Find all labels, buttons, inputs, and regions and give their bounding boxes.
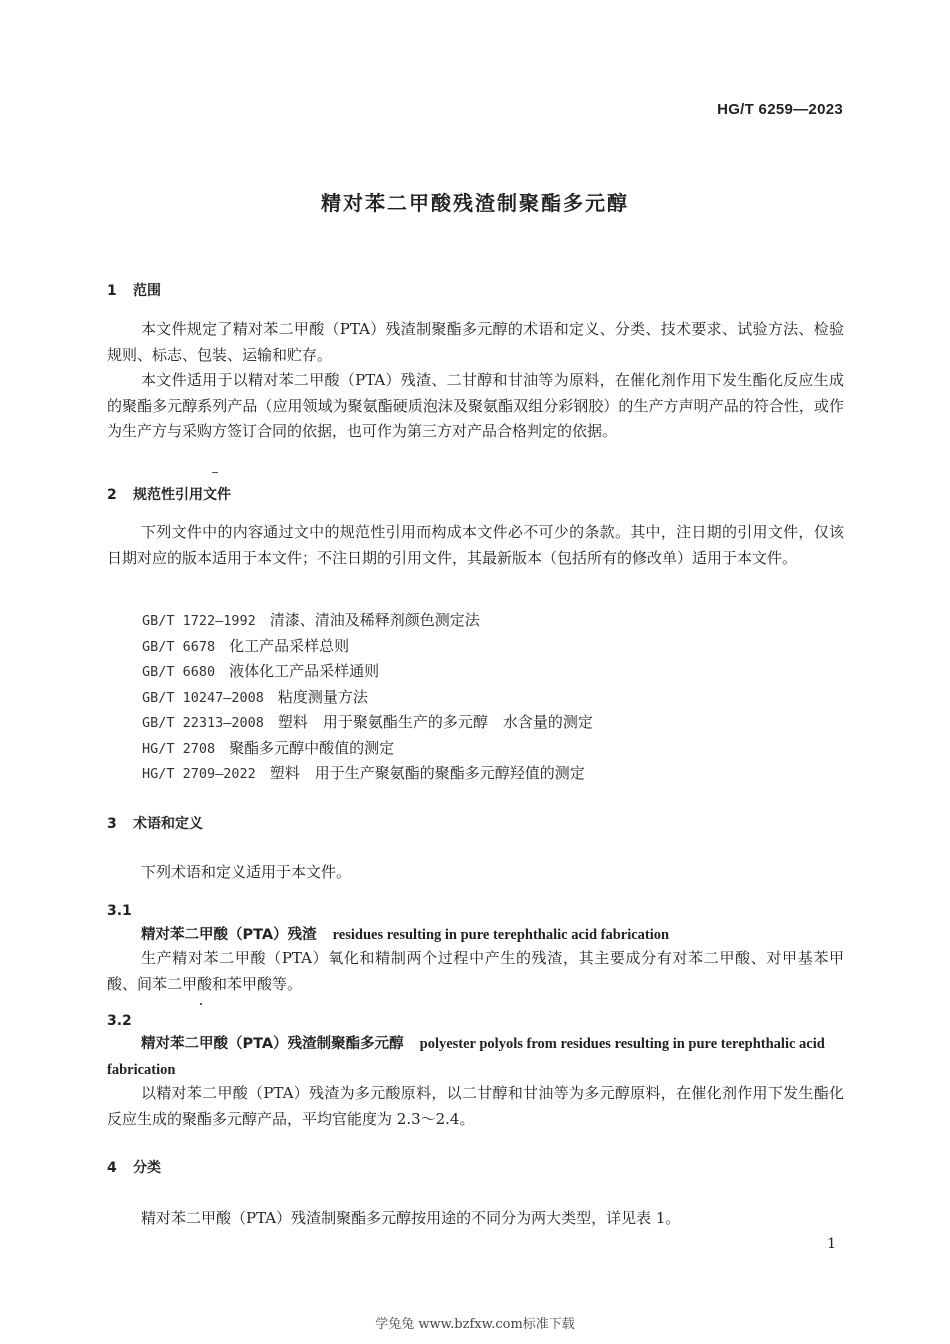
reference-code: GB/T 1722—1992 xyxy=(142,613,256,629)
reference-title: 塑料 用于生产聚氨酯的聚酯多元醇羟值的测定 xyxy=(269,764,585,782)
term-heading xyxy=(107,1031,844,1083)
reference-code: HG/T 2709—2022 xyxy=(142,766,256,782)
section-title: 规范性引用文件 xyxy=(133,487,231,503)
reference-title: 液体化工产品采样通则 xyxy=(229,662,380,680)
section-number: 3 xyxy=(107,816,117,832)
section-title: 术语和定义 xyxy=(133,816,203,832)
reference-title: 清漆、清油及稀释剂颜色测定法 xyxy=(269,611,480,629)
reference-title: 粘度测量方法 xyxy=(277,688,368,706)
reference-title: 化工产品采样总则 xyxy=(229,637,350,655)
term-definition: 生产精对苯二甲酸（PTA）氧化和精制两个过程中产生的残渣，其主要成分有对苯二甲酸、对甲基苯甲酸、间苯二甲酸和苯甲酸等。 xyxy=(107,949,844,993)
standard-code: HG/T 6259—2023 xyxy=(717,101,843,118)
reference-code: GB/T 6680 xyxy=(142,664,216,680)
section-3-intro: 下列术语和定义适用于本文件。 xyxy=(141,863,352,881)
section-title: 范围 xyxy=(133,283,161,299)
reference-item xyxy=(142,609,480,630)
section-4-paragraph: 精对苯二甲酸（PTA）残渣制聚酯多元醇按用途的不同分为两大类型，详见表 1。 xyxy=(141,1209,681,1227)
term-chinese: 精对苯二甲酸（PTA）残渣 xyxy=(141,927,317,943)
page-number: 1 xyxy=(827,1236,836,1252)
scan-mark xyxy=(200,1003,202,1005)
reference-item xyxy=(142,762,585,783)
reference-item xyxy=(142,711,593,732)
footer-watermark: 学兔兔 www.bzfxw.com标准下载 xyxy=(375,1317,575,1332)
reference-item xyxy=(142,686,368,707)
reference-item xyxy=(142,635,349,656)
term-number: 3.2 xyxy=(107,1013,132,1029)
section-number: 2 xyxy=(107,487,117,503)
reference-code: GB/T 10247—2008 xyxy=(142,690,264,706)
reference-code: HG/T 2708 xyxy=(142,741,216,757)
section-3-heading xyxy=(107,813,203,833)
section-1-paragraph-1: 本文件规定了精对苯二甲酸（PTA）残渣制聚酯多元醇的术语和定义、分类、技术要求、试验方法、检验规则、标志、包装、运输和贮存。 xyxy=(107,320,844,364)
section-1-paragraph-2: 本文件适用于以精对苯二甲酸（PTA）残渣、二甘醇和甘油等为原料，在催化剂作用下发生酯化反应生成的聚酯多元醇系列产品（应用领域为聚氨酯硬质泡沫及聚氨酯双组分彩钢胶）的生产方声明产品的符合性，或作为生产方与采购方签订合同的依据，也可作为第三方对产品合格判定的依据。 xyxy=(107,371,844,440)
term-english: residues resulting in pure terephthalic acid fabrication xyxy=(332,927,670,943)
section-number: 4 xyxy=(107,1160,117,1176)
reference-item xyxy=(142,737,394,758)
reference-code: GB/T 22313—2008 xyxy=(142,715,264,731)
reference-code: GB/T 6678 xyxy=(142,639,216,655)
document-title: 精对苯二甲酸残渣制聚酯多元醇 xyxy=(321,191,629,215)
term-heading xyxy=(107,922,844,948)
reference-title: 聚酯多元醇中酸值的测定 xyxy=(229,739,395,757)
section-2-heading xyxy=(107,484,231,504)
section-number: 1 xyxy=(107,283,117,299)
section-title: 分类 xyxy=(133,1160,161,1176)
term-definition: 以精对苯二甲酸（PTA）残渣为多元酸原料，以二甘醇和甘油等为多元醇原料，在催化剂作用下发生酯化反应生成的聚酯多元醇产品，平均官能度为 2.3～2.4。 xyxy=(107,1084,844,1128)
section-1-heading xyxy=(107,280,161,300)
term-chinese: 精对苯二甲酸（PTA）残渣制聚酯多元醇 xyxy=(141,1036,404,1052)
scan-mark xyxy=(212,472,218,473)
term-english: polyester polyols from residues resulting in pure terephthalic acid fabrication xyxy=(107,1036,825,1078)
reference-item xyxy=(142,660,379,681)
section-2-intro: 下列文件中的内容通过文中的规范性引用而构成本文件必不可少的条款。其中，注日期的引用文件，仅该日期对应的版本适用于本文件；不注日期的引用文件，其最新版本（包括所有的修改单）适用于本文件。 xyxy=(107,523,844,567)
term-number: 3.1 xyxy=(107,903,132,919)
section-4-heading xyxy=(107,1157,161,1177)
reference-title: 塑料 用于聚氨酯生产的多元醇 水含量的测定 xyxy=(277,713,593,731)
